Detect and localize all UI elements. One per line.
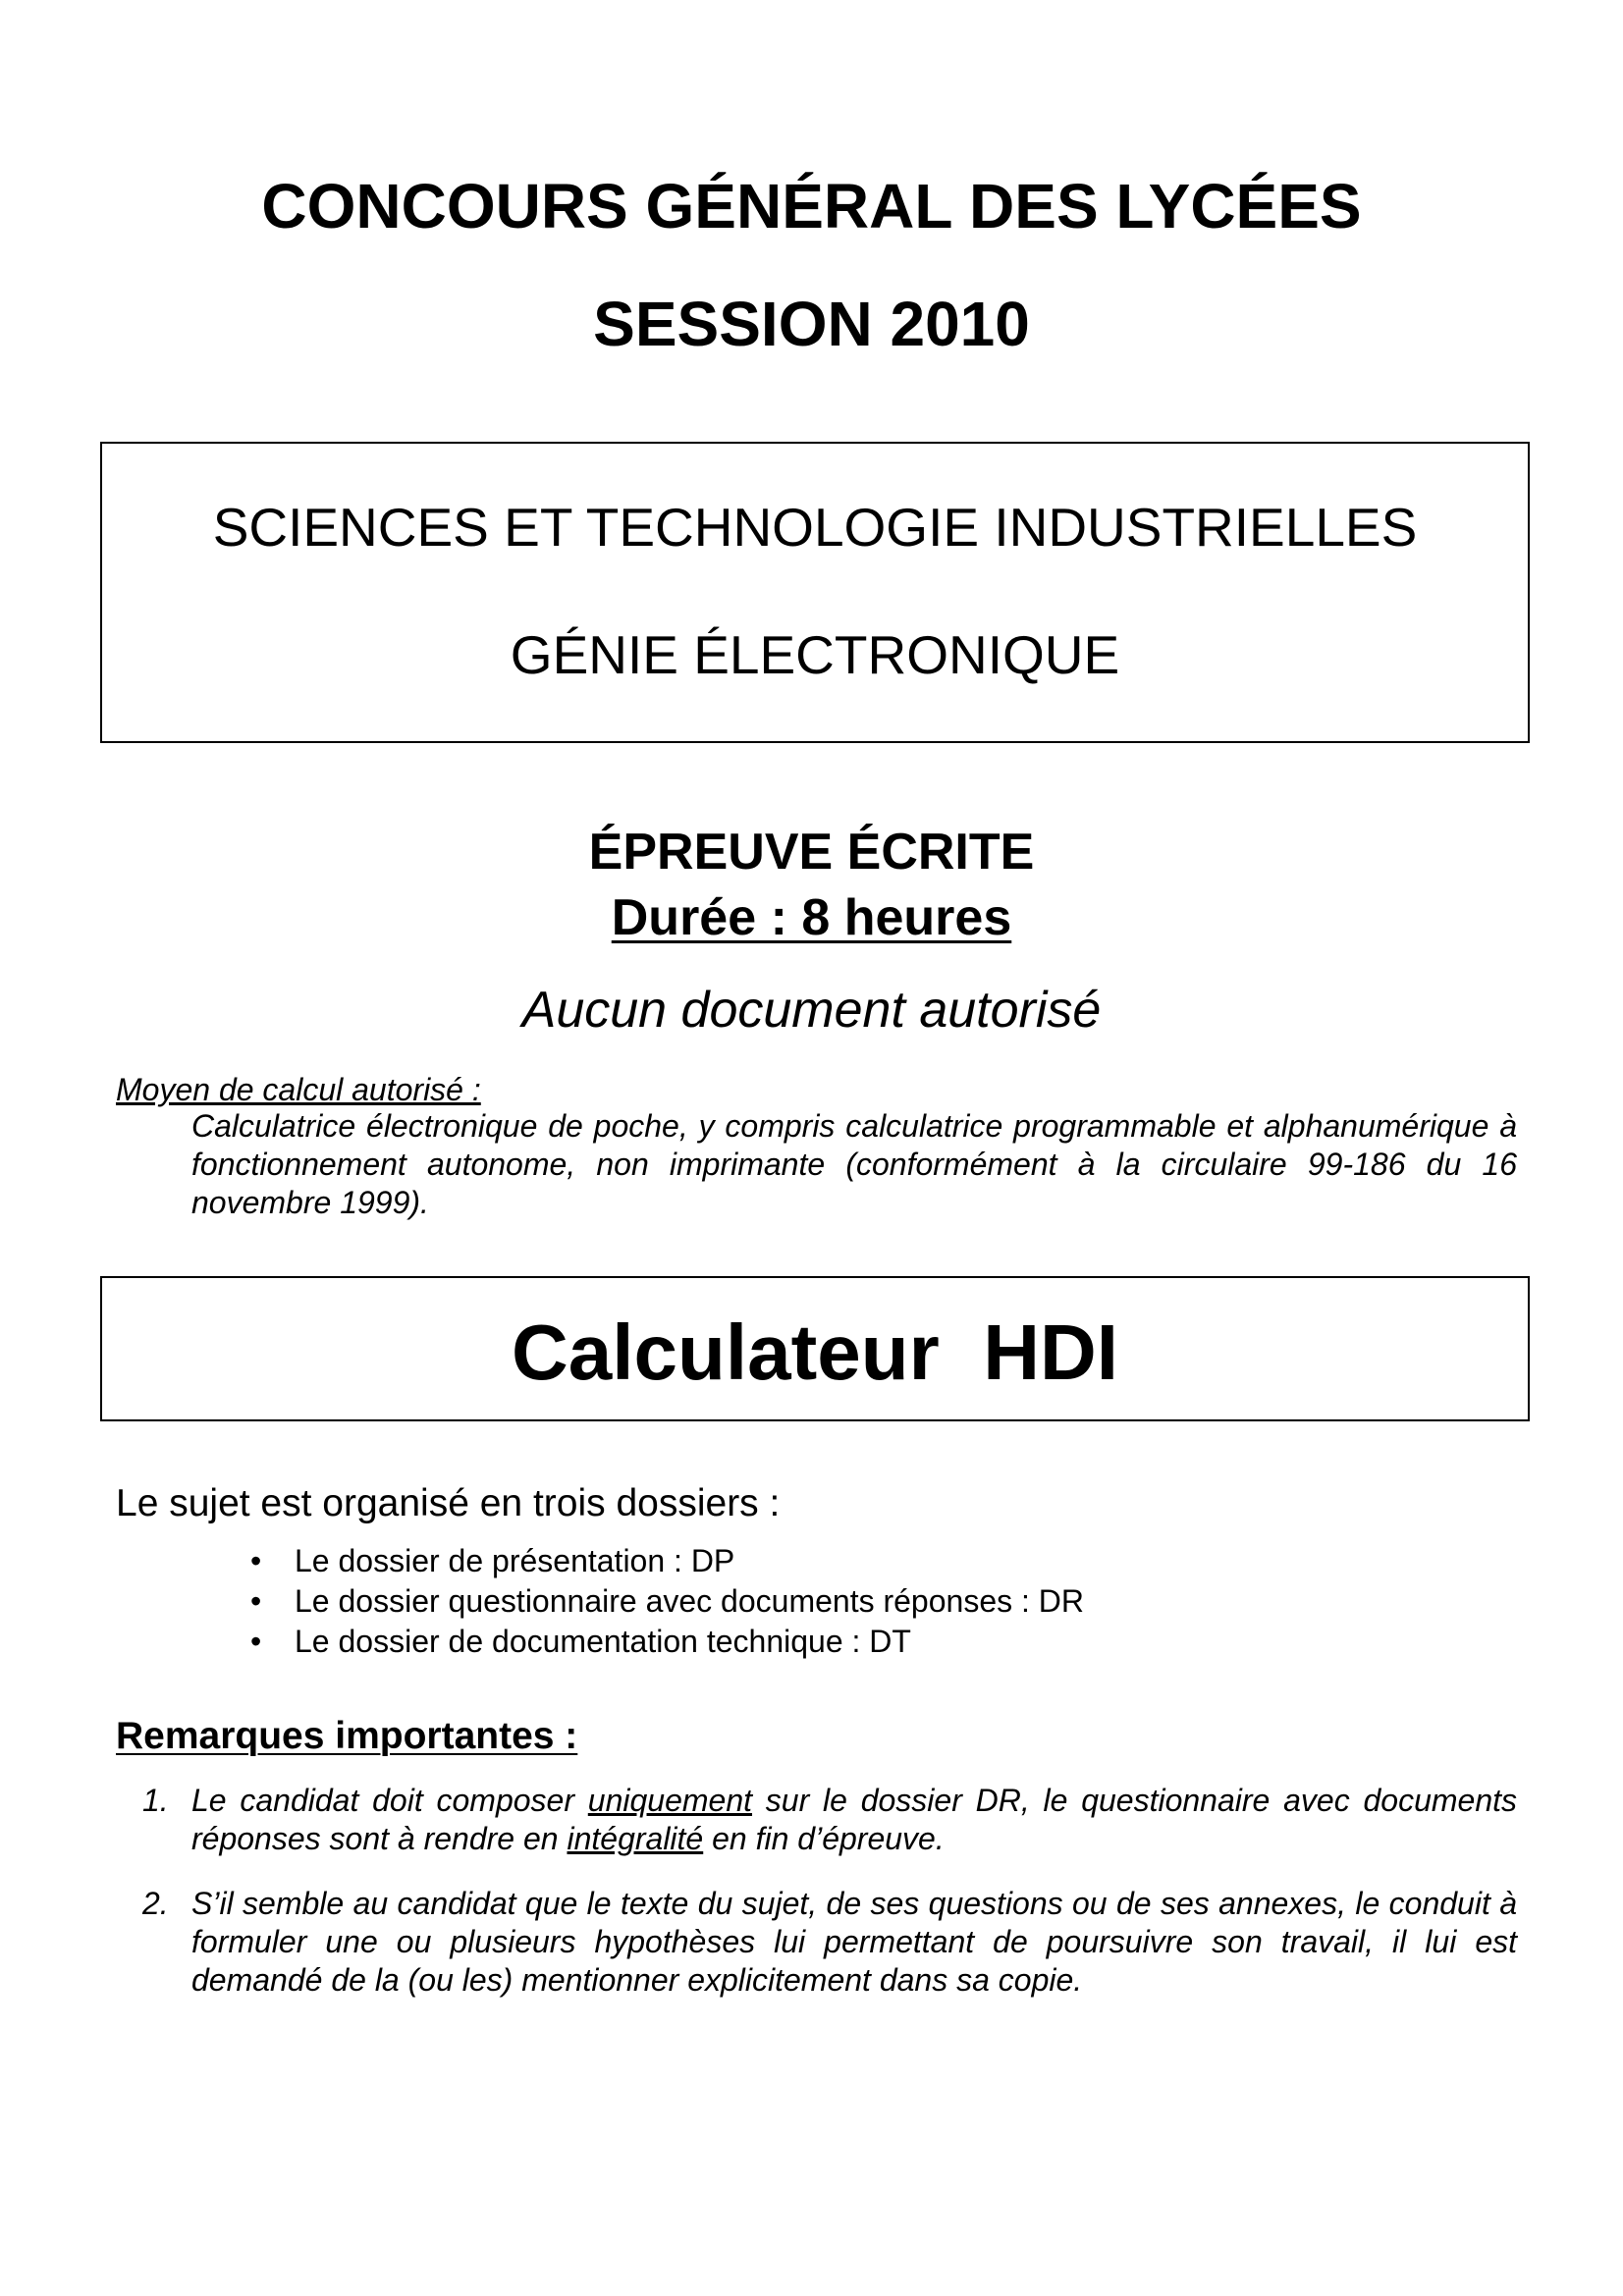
list-item-text: Le dossier questionnaire avec documents réponses : DR bbox=[295, 1583, 1084, 1619]
organisation-intro: Le sujet est organisé en trois dossiers : bbox=[116, 1482, 781, 1524]
list-item bbox=[250, 1541, 1084, 1581]
remark-1-emphasis-2: intégralité bbox=[567, 1821, 704, 1856]
topic-title: Calculateur HDI bbox=[512, 1308, 1118, 1396]
bullet-icon: • bbox=[250, 1624, 262, 1659]
session-title: SESSION 2010 bbox=[593, 289, 1030, 359]
list-item bbox=[250, 1581, 1084, 1622]
list-item-text: Le dossier de présentation : DP bbox=[295, 1543, 735, 1578]
topic-box bbox=[100, 1276, 1530, 1421]
exam-duration bbox=[0, 885, 1623, 950]
bullet-icon: • bbox=[250, 1583, 262, 1619]
remark-1 bbox=[142, 1782, 1518, 1858]
remark-2 bbox=[142, 1885, 1517, 2000]
subject-box bbox=[100, 442, 1530, 743]
subject-line-2: GÉNIE ÉLECTRONIQUE bbox=[510, 624, 1120, 685]
remark-2-text: S’il semble au candidat que le texte du sujet, de ses questions ou de ses annexes, le conduit à formuler une ou plusieurs hypothèses lui permettant de poursuivre son travail, il lui est demandé de la (ou les) mentionner explicitement dans sa copie. bbox=[191, 1886, 1517, 1998]
contest-title: CONCOURS GÉNÉRAL DES LYCÉES bbox=[261, 171, 1362, 241]
remark-1-number: 1. bbox=[142, 1783, 169, 1818]
subject-line-1: SCIENCES ET TECHNOLOGIE INDUSTRIELLES bbox=[212, 497, 1418, 558]
list-item-text: Le dossier de documentation technique : DT bbox=[295, 1624, 911, 1659]
remark-2-number: 2. bbox=[142, 1886, 169, 1921]
remarks-heading: Remarques importantes : bbox=[116, 1715, 578, 1757]
exam-type: ÉPREUVE ÉCRITE bbox=[588, 824, 1035, 881]
bullet-icon: • bbox=[250, 1543, 262, 1578]
calculator-label: Moyen de calcul autorisé : bbox=[116, 1072, 481, 1107]
calculator-text: Calculatrice électronique de poche, y compris calculatrice programmable et alphanumérique à fonctionnement autonome, non imprimante (conformément à la circulaire 99-186 du 16 novembre 1999). bbox=[191, 1108, 1517, 1220]
exam-duration-text: Durée : 8 heures bbox=[611, 889, 1012, 946]
remark-1-text-b: sur le dossier DR, le questionnaire avec documents réponses sont à rendre en bbox=[191, 1783, 1518, 1856]
list-item bbox=[250, 1622, 1084, 1662]
documents-notice: Aucun document autorisé bbox=[521, 982, 1102, 1039]
remark-1-emphasis-1: uniquement bbox=[587, 1783, 753, 1818]
remark-1-text-c: en fin d’épreuve. bbox=[703, 1821, 945, 1856]
dossier-list bbox=[250, 1541, 1084, 1662]
remark-1-text-a: Le candidat doit composer bbox=[191, 1783, 588, 1818]
